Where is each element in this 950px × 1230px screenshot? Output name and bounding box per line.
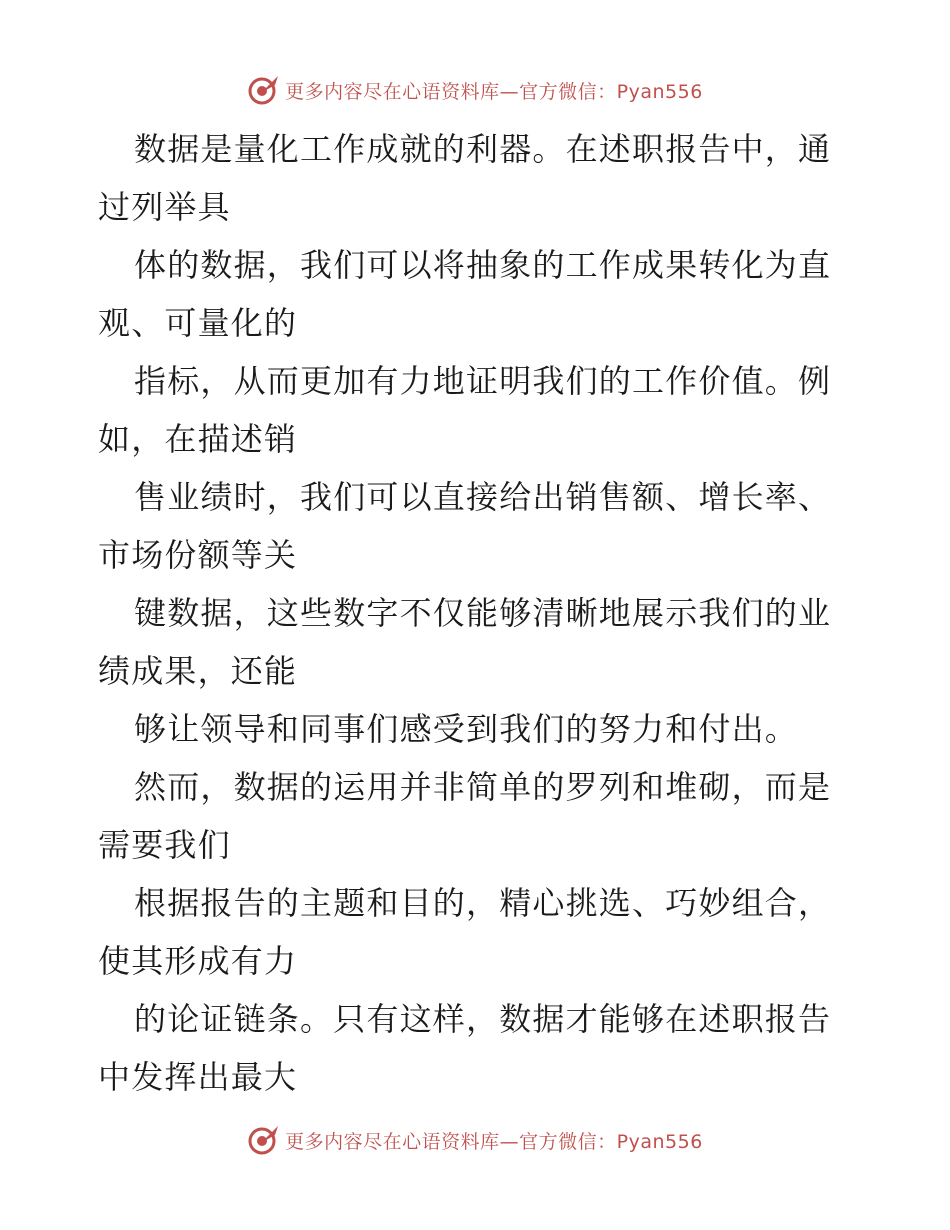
quill-logo-icon — [247, 73, 281, 107]
text-line: 体的数据，我们可以将抽象的工作成果转化为直 — [134, 246, 832, 284]
text-line: 使其形成有力 — [98, 942, 298, 980]
text-line: 键数据，这些数字不仅能够清晰地展示我们的业 — [134, 594, 832, 632]
footer-banner — [0, 1120, 950, 1160]
text-line: 够让领导和同事们感受到我们的努力和付出。 — [134, 710, 799, 748]
text-line: 绩成果，还能 — [98, 652, 298, 690]
text-line: 过列举具 — [98, 188, 231, 226]
text-line: 需要我们 — [98, 826, 231, 864]
text-line: 中发挥出最大 — [98, 1058, 298, 1096]
text-line: 数据是量化工作成就的利器。在述职报告中，通 — [134, 130, 832, 168]
text-line: 根据报告的主题和目的，精心挑选、巧妙组合， — [134, 884, 832, 922]
text-line: 的论证链条。只有这样，数据才能够在述职报告 — [134, 1000, 832, 1038]
document-body — [98, 120, 858, 1106]
text-line: 市场份额等关 — [98, 536, 298, 574]
quill-logo-icon — [247, 1123, 281, 1157]
header-banner-text: 更多内容尽在心语资料库—官方微信：Pyan556 — [285, 80, 703, 103]
footer-banner-text: 更多内容尽在心语资料库—官方微信：Pyan556 — [285, 1130, 703, 1153]
header-banner — [0, 70, 950, 110]
text-line: 售业绩时，我们可以直接给出销售额、增长率、 — [134, 478, 832, 516]
text-line: 指标，从而更加有力地证明我们的工作价值。例 — [134, 362, 832, 400]
text-line: 然而，数据的运用并非简单的罗列和堆砌，而是 — [134, 768, 832, 806]
text-line: 观、可量化的 — [98, 304, 298, 342]
text-line: 如，在描述销 — [98, 420, 298, 458]
